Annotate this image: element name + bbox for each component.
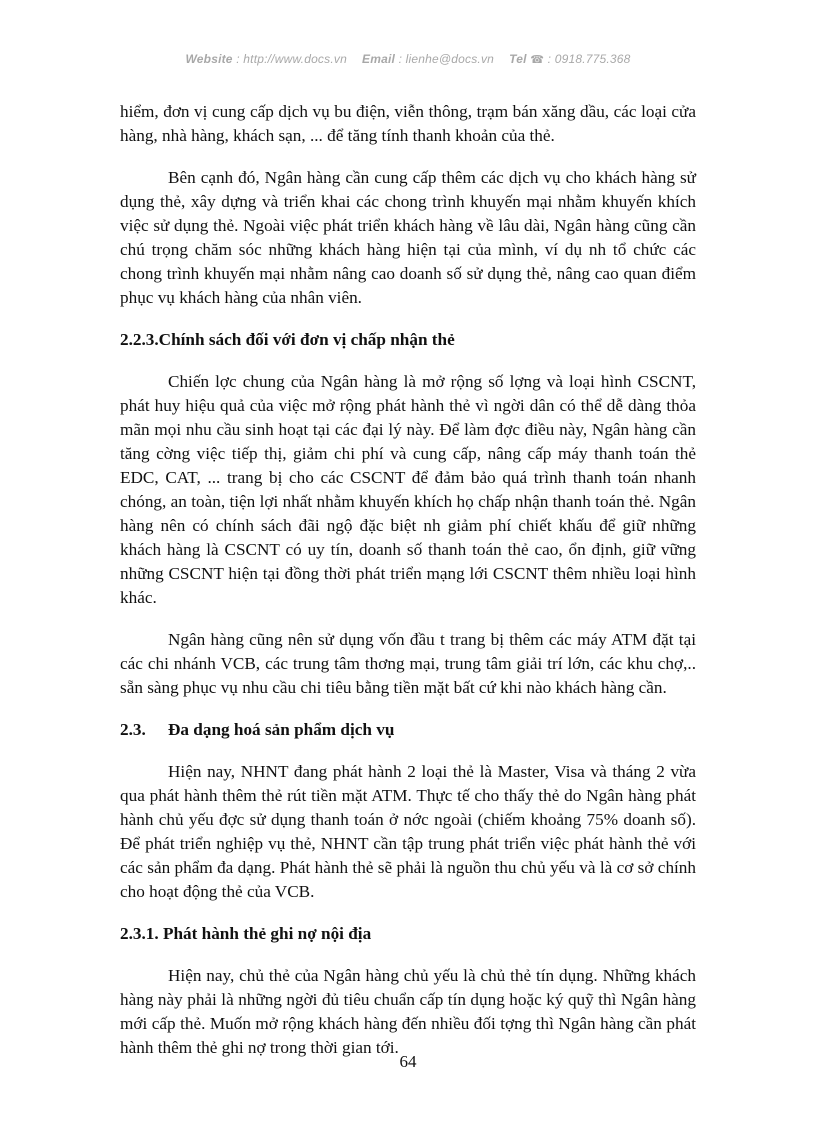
section-number: 2.3. [120, 720, 146, 739]
document-body [120, 100, 696, 1060]
paragraph: Chiến lợc chung của Ngân hàng là mở rộng số lợng và loại hình CSCNT, phát huy hiệu quả của việc mở rộng phát hành thẻ vì ngời dân có thể dễ dàng thỏa mãn mọi nhu cầu sinh hoạt tại các đại lý này. Để làm đợc điều này, Ngân hàng cần tăng cờng việc tiếp thị, giảm chi phí và cung cấp, nâng cấp máy thanh toán thẻ EDC, CAT, ... trang bị cho các CSCNT để đảm bảo quá trình thanh toán nhanh chóng, an toàn, tiện lợi nhất nhằm khuyến khích họ chấp nhận thanh toán thẻ. Ngân hàng nên có chính sách đãi ngộ đặc biệt nh giảm phí chiết khấu để giữ những khách hàng là CSCNT có uy tín, doanh số thanh toán thẻ cao, ổn định, giữ vững những CSCNT hiện tại đồng thời phát triển mạng lới CSCNT thêm nhiều loại hình khác. [120, 372, 696, 607]
paragraph: Ngân hàng cũng nên sử dụng vốn đầu t trang bị thêm các máy ATM đặt tại các chi nhánh VCB, các trung tâm thơng mại, trung tâm giải trí lớn, các khu chợ,.. sẵn sàng phục vụ nhu cầu chi tiêu bằng tiền mặt bất cứ khi nào khách hàng cần. [120, 630, 696, 697]
website-link[interactable]: : http://www.docs.vn [236, 52, 347, 66]
email-link[interactable]: : lienhe@docs.vn [398, 52, 495, 66]
email-label: Email [362, 52, 396, 66]
section-heading [120, 718, 696, 742]
paragraph: hiểm, đơn vị cung cấp dịch vụ bu điện, viễn thông, trạm bán xăng dầu, các loại cửa hàng, nhà hàng, khách sạn, ... để tăng tính thanh khoản của thẻ. [120, 102, 696, 145]
section-title: Đa dạng hoá sản phẩm dịch vụ [168, 720, 395, 739]
paragraph: Hiện nay, NHNT đang phát hành 2 loại thẻ là Master, Visa và tháng 2 vừa qua phát hành thêm thẻ rút tiền mặt ATM. Thực tế cho thấy thẻ do Ngân hàng phát hành chủ yếu đợc sử dụng thanh toán ở nớc ngoài (chiếm khoảng 75% doanh số). Để phát triển nghiệp vụ thẻ, NHNT cần tập trung phát triển việc phát hành thẻ với các sản phẩm đa dạng. Phát hành thẻ sẽ phải là nguồn thu chủ yếu và là cơ sở chính cho hoạt động thẻ của VCB. [120, 762, 696, 901]
section-heading: 2.2.3.Chính sách đối với đơn vị chấp nhận thẻ [120, 330, 455, 349]
tel-label: Tel [509, 52, 527, 66]
tel-value: : 0918.775.368 [547, 52, 631, 66]
website-label: Website [185, 52, 233, 66]
paragraph: Bên cạnh đó, Ngân hàng cần cung cấp thêm các dịch vụ cho khách hàng sử dụng thẻ, xây dựng và triển khai các chong trình khuyến mại nhằm khuyến khích việc sử dụng thẻ. Ngoài việc phát triển khách hàng về lâu dài, Ngân hàng cũng cần chú trọng chăm sóc những khách hàng hiện tại của mình, ví dụ nh tổ chức các chong trình khuyến mại nhằm nâng cao doanh số sử dụng thẻ, nâng cao quan điểm phục vụ khách hàng của nhân viên. [120, 168, 696, 307]
paragraph: Hiện nay, chủ thẻ của Ngân hàng chủ yếu là chủ thẻ tín dụng. Những khách hàng này phải là những ngời đủ tiêu chuẩn cấp tín dụng hoặc ký quỹ thì Ngân hàng mới cấp thẻ. Muốn mở rộng khách hàng đến nhiều đối tợng thì Ngân hàng cần phát hành thêm thẻ ghi nợ trong thời gian tới. [120, 966, 696, 1057]
section-heading: 2.3.1. Phát hành thẻ ghi nợ nội địa [120, 924, 372, 943]
page-number: 64 [399, 1052, 417, 1071]
page-header [0, 52, 816, 66]
phone-icon: ☎ [530, 54, 545, 66]
